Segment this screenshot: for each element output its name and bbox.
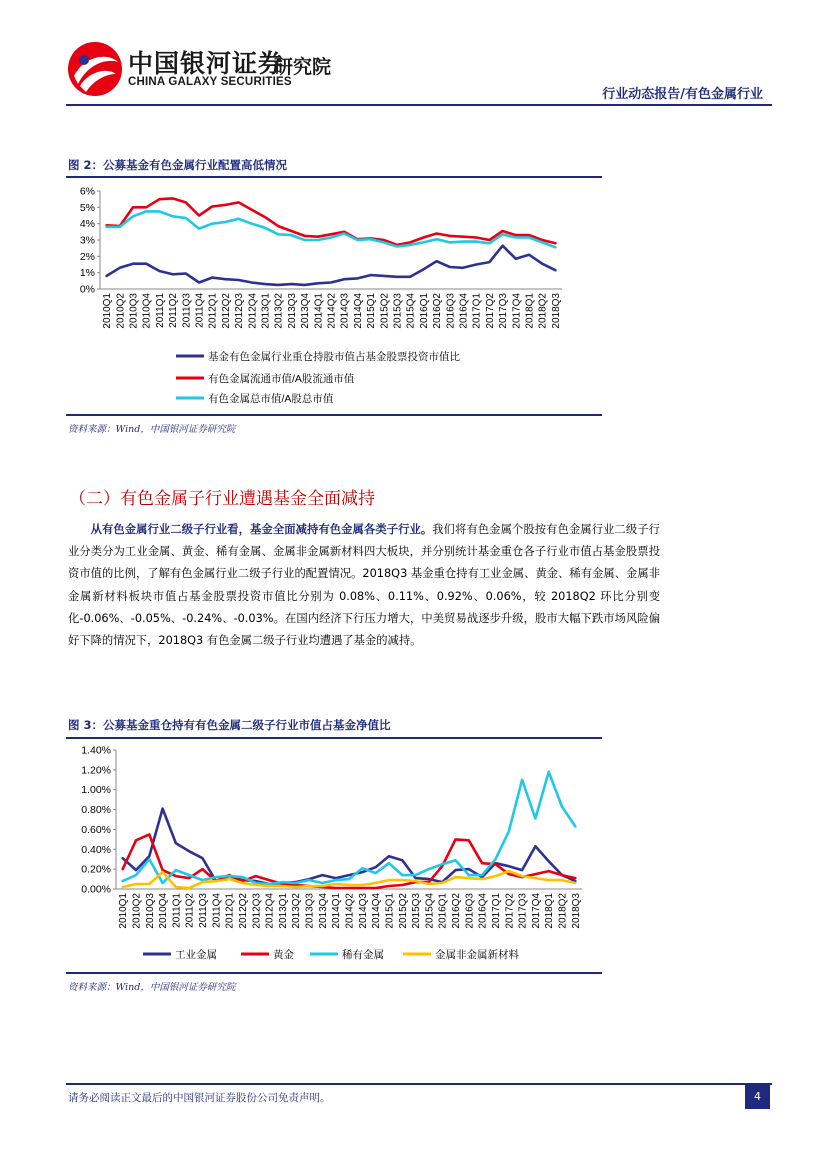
- fig3-ytick-label: 1.20%: [81, 764, 111, 777]
- fig3-xtick-label: 2012Q2: [237, 893, 249, 929]
- fig2-xtick-label: 2013Q1: [260, 293, 272, 329]
- fig2-ytick-label: 0%: [79, 283, 95, 296]
- fig2-xtick-label: 2014Q2: [326, 293, 338, 329]
- fig2-xtick-label: 2016Q4: [458, 293, 470, 329]
- fig3-legend-label-3: 稀有金属: [342, 949, 384, 961]
- fig3-xtick-label: 2016Q2: [451, 893, 463, 929]
- fig3-xtick-label: 2010Q3: [144, 893, 156, 929]
- fig2-xtick-label: 2015Q3: [392, 293, 404, 329]
- report-type-label: 行业动态报告/有色金属行业: [602, 87, 763, 102]
- fig3-xtick-label: 2013Q1: [277, 893, 289, 929]
- fig2-xtick-label: 2018Q2: [537, 293, 549, 329]
- figure-2-chart: [66, 178, 602, 414]
- fig3-legend-label-4: 金属非金属新材料: [435, 949, 519, 961]
- fig2-xtick-label: 2013Q3: [286, 293, 298, 329]
- fig2-ytick-label: 4%: [79, 218, 95, 231]
- fig2-xtick-label: 2011Q2: [168, 293, 180, 328]
- fig2-xtick-label: 2018Q3: [550, 293, 562, 329]
- fig3-ytick-label: 0.60%: [81, 823, 111, 836]
- section-lead-sentence: 从有色金属行业二级子行业看，基金全面减持有色金属各类子行业。: [90, 523, 433, 536]
- fig2-xtick-label: 2015Q2: [379, 293, 391, 329]
- fig3-ytick-label: 1.40%: [81, 744, 111, 757]
- fig2-xtick-label: 2013Q4: [300, 293, 312, 329]
- fig3-xtick-label: 2013Q3: [304, 893, 316, 929]
- fig2-ytick-label: 6%: [79, 185, 95, 198]
- fig3-xtick-label: 2010Q4: [158, 893, 170, 929]
- section-body: [68, 519, 660, 652]
- fig2-xtick-label: 2014Q4: [352, 293, 364, 329]
- fig2-series-line-3: [107, 211, 556, 247]
- fig3-xtick-label: 2010Q2: [131, 893, 143, 929]
- fig3-xtick-label: 2014Q4: [371, 893, 383, 929]
- fig2-xtick-label: 2010Q1: [102, 293, 114, 329]
- fig2-ytick-label: 1%: [79, 267, 95, 280]
- logo-institute-name: 研究院: [274, 56, 332, 78]
- fig3-xtick-label: 2015Q3: [411, 893, 423, 929]
- fig2-xtick-label: 2010Q3: [128, 293, 140, 329]
- fig3-xtick-label: 2014Q2: [344, 893, 356, 929]
- figure-2-title: 图 2：公募基金有色金属行业配置高低情况: [68, 158, 288, 172]
- section-heading: （二）有色金属子行业遭遇基金全面减持: [69, 489, 375, 509]
- fig2-xtick-label: 2010Q4: [141, 293, 153, 329]
- fig3-xtick-label: 2011Q4: [211, 893, 223, 928]
- header-divider: [66, 104, 772, 106]
- page-number: 4: [745, 1085, 770, 1109]
- fig2-xtick-label: 2017Q4: [511, 293, 523, 329]
- fig2-series-line-1: [107, 246, 556, 285]
- fig2-legend-label-3: 有色金属总市值/A股总市值: [208, 393, 334, 405]
- fig3-ytick-label: 0.20%: [81, 863, 111, 876]
- fig3-xtick-label: 2015Q1: [384, 893, 396, 929]
- fig2-xtick-label: 2012Q2: [220, 293, 232, 329]
- fig2-ytick-label: 2%: [79, 250, 95, 263]
- fig3-xtick-label: 2011Q1: [171, 893, 183, 928]
- fig2-xtick-label: 2012Q1: [207, 293, 219, 329]
- fig3-ytick-label: 1.00%: [81, 784, 111, 797]
- fig2-xtick-label: 2016Q2: [432, 293, 444, 329]
- fig3-xtick-label: 2011Q2: [184, 893, 196, 928]
- fig3-legend-label-1: 工业金属: [175, 949, 217, 961]
- figure-3-bottom-rule: [66, 972, 602, 974]
- fig3-xtick-label: 2017Q2: [504, 893, 516, 929]
- fig3-legend-label-2: 黄金: [273, 949, 294, 961]
- fig2-xtick-label: 2013Q2: [273, 293, 285, 329]
- fig3-xtick-label: 2016Q1: [437, 893, 449, 929]
- fig2-xtick-label: 2015Q1: [366, 293, 378, 329]
- fig2-xtick-label: 2011Q3: [181, 293, 193, 328]
- figure-3-chart: [66, 739, 602, 972]
- fig3-xtick-label: 2015Q2: [397, 893, 409, 929]
- fig3-xtick-label: 2012Q4: [264, 893, 276, 929]
- fig3-xtick-label: 2016Q3: [464, 893, 476, 929]
- fig3-xtick-label: 2017Q4: [530, 893, 542, 929]
- galaxy-logo-icon: [66, 40, 124, 98]
- section-body-text: 我们将有色金属个股按有色金属行业二级子行业分类分为工业金属、黄金、稀有金属、金属非金属新材料四大板块，并分别统计基金重仓各子行业市值占基金股票投资市值的比例，了解有色金属行业二级子行业的配置情况。2018Q3 基金重仓持有工业金属、黄金、稀有金属、金属非金属新材料板块市值占基金股票投资市值比分别为 0.08%、0.11%、0.92%、0.06%，较 2018Q2 环比分别变化-0.06%、-0.05%、-0.24%、-0.03%。在国内经济下行压力增大，中美贸易战逐步升级，股市大幅下跌市场风险偏好下降的情况下，2018Q3 有色金属二级子行业均遭遇了基金的减持。: [68, 523, 660, 648]
- fig2-ytick-label: 5%: [79, 201, 95, 214]
- fig2-xtick-label: 2011Q4: [194, 293, 206, 328]
- figure-3-source: 资料来源：Wind，中国银河证券研究院: [68, 982, 236, 993]
- logo-company-name: 中国银河证券: [128, 49, 285, 78]
- fig3-xtick-label: 2014Q3: [357, 893, 369, 929]
- fig2-xtick-label: 2015Q4: [405, 293, 417, 329]
- fig3-xtick-label: 2017Q1: [490, 893, 502, 929]
- fig2-xtick-label: 2012Q4: [247, 293, 259, 329]
- fig2-ytick-label: 3%: [79, 234, 95, 247]
- logo-english-name: CHINA GALAXY SECURITIES: [128, 76, 292, 88]
- fig3-xtick-label: 2018Q1: [544, 893, 556, 929]
- fig3-xtick-label: 2010Q1: [118, 893, 130, 929]
- fig3-xtick-label: 2013Q4: [317, 893, 329, 929]
- footer-divider: [66, 1083, 772, 1085]
- fig2-legend-label-2: 有色金属流通市值/A股流通市值: [208, 373, 355, 385]
- fig2-xtick-label: 2016Q3: [445, 293, 457, 329]
- figure-3-title: 图 3：公募基金重仓持有有色金属二级子行业市值占基金净值比: [68, 718, 391, 732]
- fig3-ytick-label: 0.00%: [81, 883, 111, 896]
- fig2-xtick-label: 2014Q1: [313, 293, 325, 329]
- figure-2-bottom-rule: [66, 414, 602, 416]
- fig3-ytick-label: 0.40%: [81, 843, 111, 856]
- fig3-xtick-label: 2012Q1: [224, 893, 236, 929]
- fig2-xtick-label: 2018Q1: [524, 293, 536, 329]
- fig3-xtick-label: 2017Q3: [517, 893, 529, 929]
- footer-disclaimer: 请务必阅读正文最后的中国银河证券股份公司免责声明。: [68, 1092, 331, 1104]
- fig2-xtick-label: 2017Q3: [498, 293, 510, 329]
- fig3-xtick-label: 2018Q3: [570, 893, 582, 929]
- fig3-xtick-label: 2016Q4: [477, 893, 489, 929]
- fig3-xtick-label: 2014Q1: [331, 893, 343, 929]
- fig2-xtick-label: 2016Q1: [418, 293, 430, 329]
- fig3-xtick-label: 2018Q2: [557, 893, 569, 929]
- company-logo: [66, 40, 366, 98]
- fig3-ytick-label: 0.80%: [81, 804, 111, 817]
- fig2-xtick-label: 2010Q2: [115, 293, 127, 329]
- fig2-xtick-label: 2011Q1: [154, 293, 166, 328]
- fig3-xtick-label: 2012Q3: [251, 893, 263, 929]
- fig2-xtick-label: 2014Q3: [339, 293, 351, 329]
- fig3-xtick-label: 2015Q4: [424, 893, 436, 929]
- figure-2-source: 资料来源：Wind，中国银河证券研究院: [68, 424, 236, 435]
- fig2-xtick-label: 2012Q3: [234, 293, 246, 329]
- fig3-xtick-label: 2011Q3: [198, 893, 210, 928]
- fig2-xtick-label: 2017Q1: [471, 293, 483, 329]
- fig2-xtick-label: 2017Q2: [484, 293, 496, 329]
- fig3-xtick-label: 2013Q2: [291, 893, 303, 929]
- fig2-legend-label-1: 基金有色金属行业重仓持股市值占基金股票投资市值比: [208, 351, 460, 363]
